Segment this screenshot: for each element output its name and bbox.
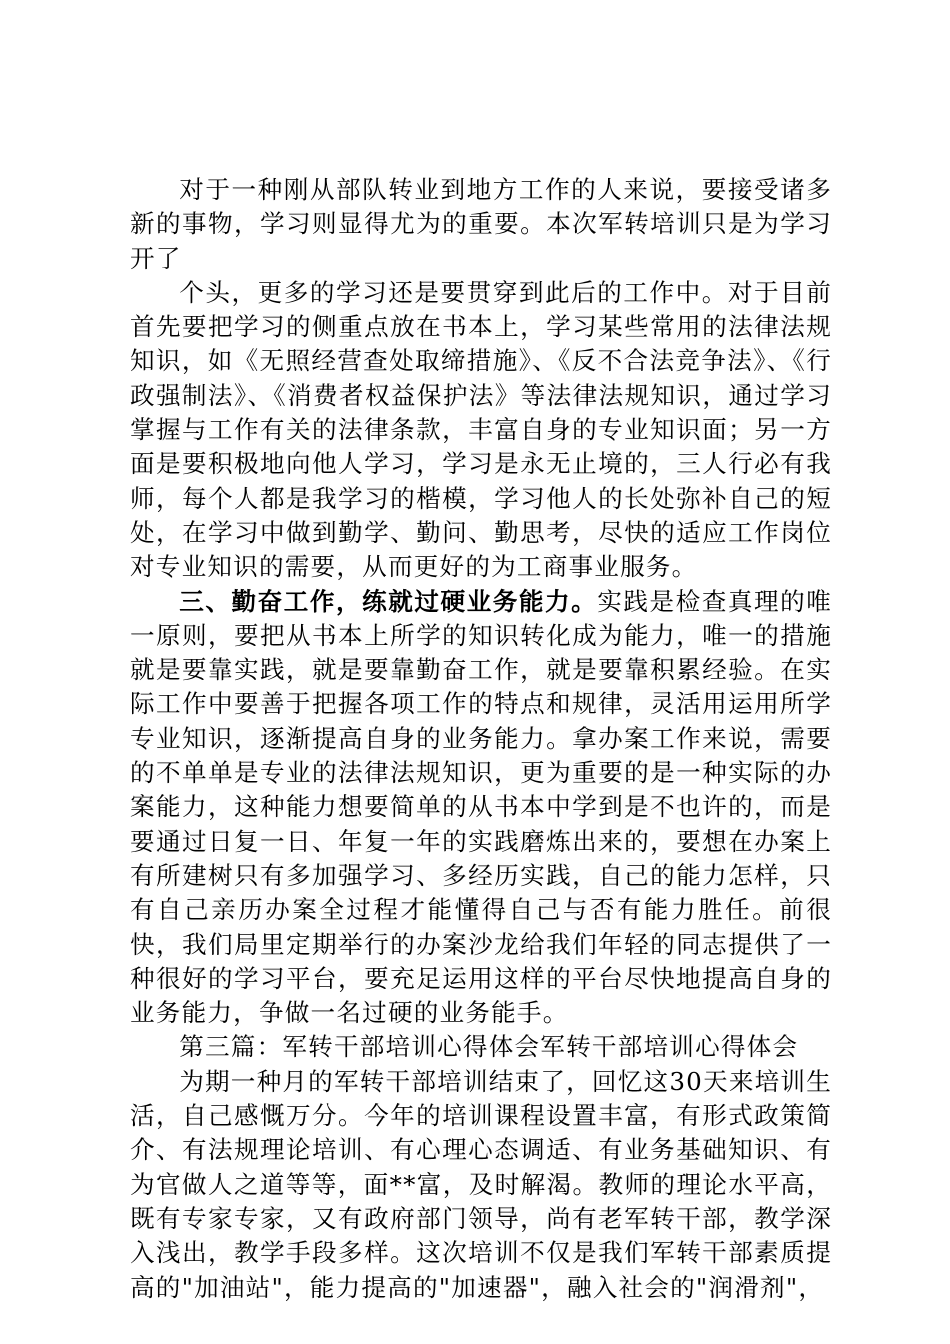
paragraph-3-text: 实践是检查真理的唯一原则，要把从书本上所学的知识转化成为能力，唯一的措施就是要靠实践，就是要靠勤奋工作，就是要靠积累经验。在实际工作中要善于把握各项工作的特点和规律，灵活用运用所学专业知识，逐渐提高自身的业务能力。拿办案工作来说，需要的不单单是专业的法律法规知识，更为重要的是一种实际的办案能力，这种能力想要简单的从书本中学到是不也许的，而是要通过日复一日、年复一年的实践磨炼出来的，要想在办案上有所建树只有多加强学习、多经历实践，自己的能力怎样，只有自己亲历办案全过程才能懂得自己与否有能力胜任。前很快，我们局里定期举行的办案沙龙给我们年轻的同志提供了一种很好的学习平台，要充足运用这样的平台尽快地提高自身的业务能力，争做一名过硬的业务能手。	[130, 586, 832, 1028]
paragraph-5-text: 为期一种月的军转干部培训结束了，回忆这30天来培训生活，自己感慨万分。今年的培训课程设置丰富，有形式政策简介、有法规理论培训、有心理心态调适、有业务基础知识、有为官做人之道等等，面**富，及时解渴。教师的理论水平高，既有专家专家，又有政府部门领导，尚有老军转干部，教学深入浅出，教学手段多样。这次培训不仅是我们军转干部素质提高的"加油站"，能力提高的"加速器"，融入社会的"润滑剂"，	[130, 1066, 832, 1302]
paragraph-2	[130, 276, 832, 585]
paragraph-2-text: 个头，更多的学习还是要贯穿到此后的工作中。对于目前首先要把学习的侧重点放在书本上，学习某些常用的法律法规知识，如《无照经营查处取缔措施》、《反不合法竞争法》、《行政强制法》、《消费者权益保护法》等法律法规知识，通过学习掌握与工作有关的法律条款，丰富自身的专业知识面；另一方面是要积极地向他人学习，学习是永无止境的，三人行必有我师，每个人都是我学习的楷模，学习他人的长处弥补自己的短处，在学习中做到勤学、勤问、勤思考，尽快的适应工作岗位对专业知识的需要，从而更好的为工商事业服务。	[130, 277, 832, 582]
chapter-title-text: 第三篇：军转干部培训心得体会军转干部培训心得体会	[179, 1032, 799, 1062]
chapter-title	[130, 1030, 832, 1064]
document-body	[130, 173, 832, 1305]
paragraph-1-text: 对于一种刚从部队转业到地方工作的人来说，要接受诸多新的事物，学习则显得尤为的重要。本次军转培训只是为学习开了	[130, 175, 832, 273]
paragraph-3	[130, 585, 832, 1031]
paragraph-5	[130, 1065, 832, 1305]
section-heading: 三、勤奋工作，练就过硬业务能力。	[179, 586, 598, 616]
paragraph-1	[130, 173, 832, 276]
